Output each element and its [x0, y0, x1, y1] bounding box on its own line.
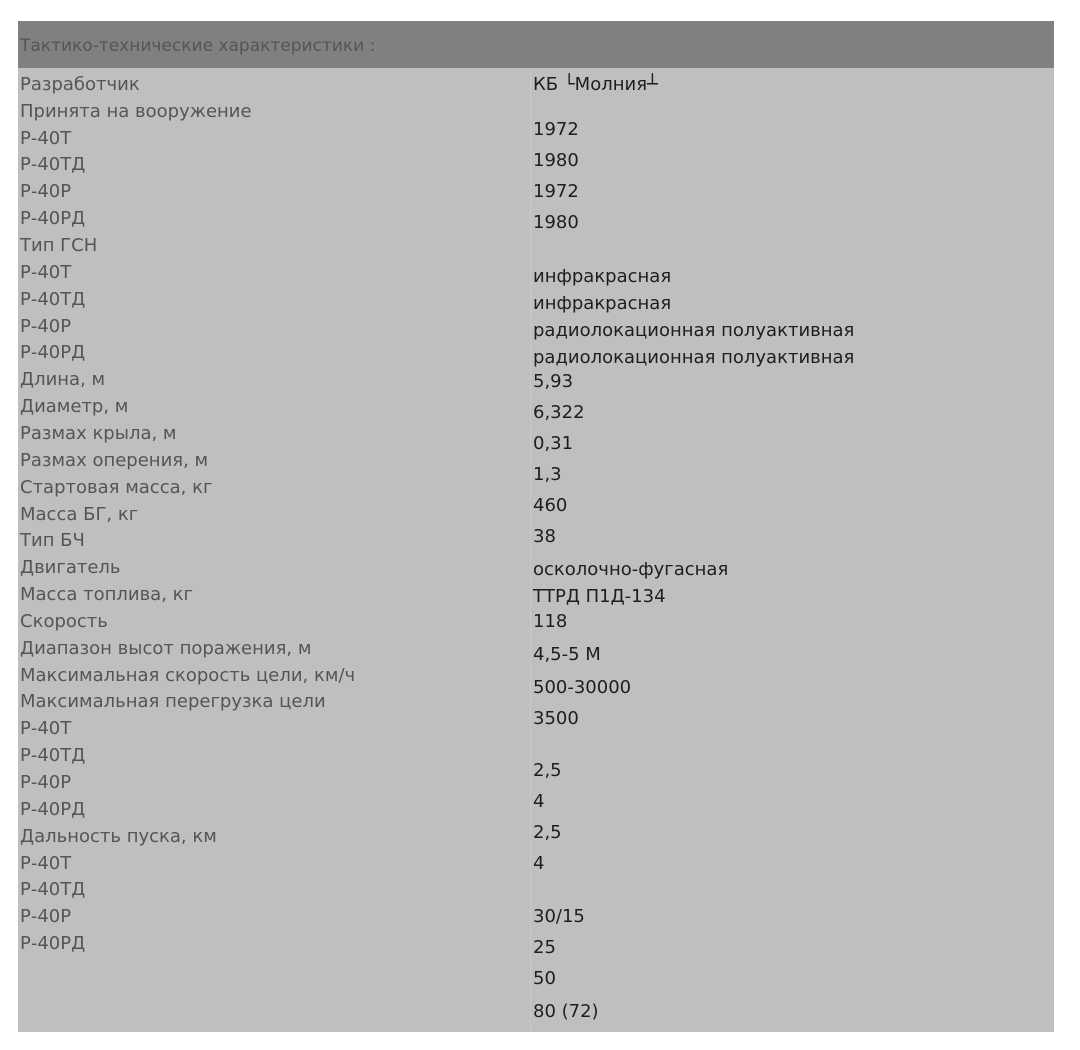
spec-value: 3500 [533, 708, 579, 729]
spec-value: 1980 [533, 150, 579, 171]
spec-value: 30/15 [533, 906, 585, 927]
spec-label: Р-40РД [20, 208, 86, 229]
spec-value: 4 [533, 853, 545, 874]
spec-label: Р-40Р [20, 772, 72, 793]
spec-label: Р-40Т [20, 262, 72, 283]
spec-value: 460 [533, 495, 568, 516]
spec-value: 5,93 [533, 371, 574, 392]
spec-label: Р-40ТД [20, 879, 86, 900]
spec-value: 1972 [533, 181, 579, 202]
spec-value: 4,5-5 М [533, 644, 601, 665]
spec-value: 1980 [533, 212, 579, 233]
spec-label: Масса БГ, кг [20, 504, 139, 525]
spec-label: Размах крыла, м [20, 423, 177, 444]
spec-label: Р-40Т [20, 853, 72, 874]
spec-value: 80 (72) [533, 1001, 599, 1022]
spec-value: 50 [533, 968, 556, 989]
spec-label: Разработчик [20, 74, 140, 95]
column-divider [530, 68, 531, 1032]
spec-value: 0,31 [533, 433, 574, 454]
spec-value: КБ └Молния┴ [533, 74, 658, 95]
spec-label: Максимальная скорость цели, км/ч [20, 665, 356, 686]
table-title: Тактико-технические характеристики : [20, 36, 376, 56]
spec-value: 38 [533, 526, 556, 547]
spec-label: Р-40ТД [20, 154, 86, 175]
spec-label: Диапазон высот поражения, м [20, 638, 312, 659]
spec-label: Длина, м [20, 369, 106, 390]
spec-label: Диаметр, м [20, 396, 129, 417]
spec-label: Р-40Р [20, 316, 72, 337]
spec-label: Р-40Т [20, 718, 72, 739]
spec-value: 500-30000 [533, 677, 632, 698]
spec-label: Р-40ТД [20, 745, 86, 766]
spec-label: Р-40РД [20, 342, 86, 363]
spec-value: ТТРД П1Д-134 [533, 586, 666, 607]
spec-label: Р-40ТД [20, 289, 86, 310]
spec-label: Масса топлива, кг [20, 584, 193, 605]
spec-value: 1,3 [533, 464, 562, 485]
spec-label: Принята на вооружение [20, 101, 252, 122]
spec-label: Р-40Р [20, 181, 72, 202]
spec-label: Р-40Р [20, 906, 72, 927]
spec-value: инфракрасная [533, 293, 672, 314]
spec-label: Р-40РД [20, 933, 86, 954]
spec-value: 2,5 [533, 822, 562, 843]
spec-value: радиолокационная полуактивная [533, 320, 855, 341]
spec-label: Размах оперения, м [20, 450, 209, 471]
spec-label: Тип ГСН [20, 235, 98, 256]
spec-value: 1972 [533, 119, 579, 140]
spec-label: Стартовая масса, кг [20, 477, 213, 498]
spec-value: осколочно-фугасная [533, 559, 729, 580]
spec-label: Дальность пуска, км [20, 826, 217, 847]
spec-label: Тип БЧ [20, 530, 85, 551]
spec-label: Двигатель [20, 557, 121, 578]
table-header [18, 21, 1054, 68]
spec-value: 6,322 [533, 402, 585, 423]
spec-value: 118 [533, 611, 568, 632]
spec-label: Р-40Т [20, 128, 72, 149]
spec-value: 4 [533, 791, 545, 812]
spec-label: Скорость [20, 611, 108, 632]
spec-value: инфракрасная [533, 266, 672, 287]
spec-label: Максимальная перегрузка цели [20, 691, 326, 712]
spec-value: радиолокационная полуактивная [533, 347, 855, 368]
spec-value: 25 [533, 937, 556, 958]
specs-table [18, 21, 1054, 1032]
spec-value: 2,5 [533, 760, 562, 781]
spec-label: Р-40РД [20, 799, 86, 820]
